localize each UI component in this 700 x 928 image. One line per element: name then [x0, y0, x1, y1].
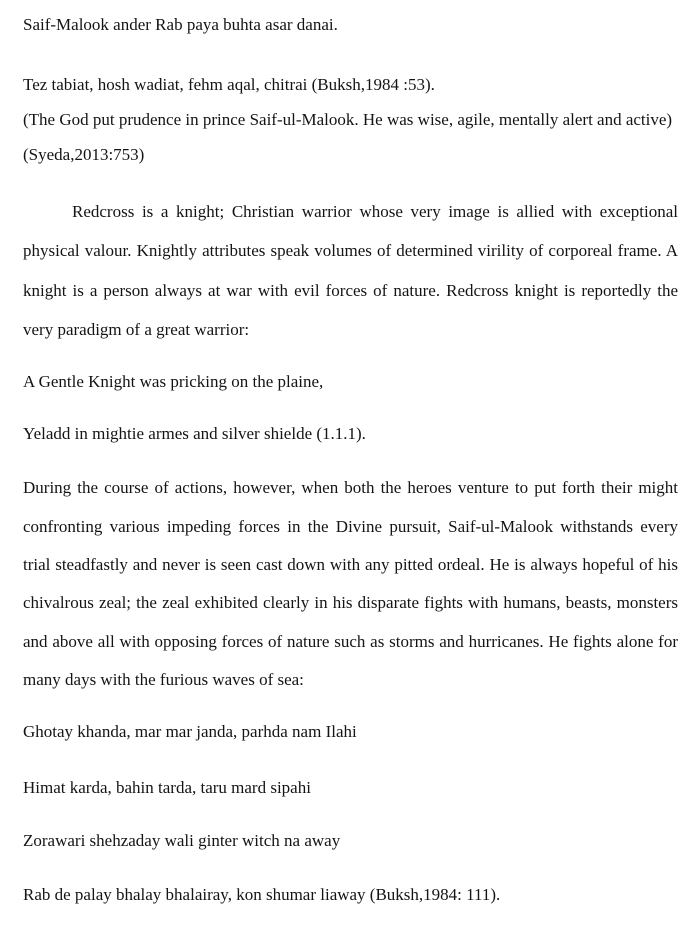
verse-line-tez-tabiat: Tez tabiat, hosh wadiat, fehm aqal, chitrai (Buksh,1984 :53). [23, 75, 435, 94]
verse-line-saif-malook: Saif-Malook ander Rab paya buhta asar danai. [23, 15, 338, 34]
quote-line-gentle-knight: A Gentle Knight was pricking on the plaine, [23, 372, 324, 392]
citation-syeda: (Syeda,2013:753) [23, 145, 145, 164]
quote-line-yeladd: Yeladd in mightie armes and silver shielde (1.1.1). [23, 424, 366, 444]
paragraph-redcross-knight: Redcross is a knight; Christian warrior whose very image is allied with exceptional physical valour. Knightly attributes speak volumes of determined virility of corporeal frame. A knight is a person always at war with evil forces of nature. Redcross knight is reportedly the very paradigm of a great warrior: [23, 202, 678, 339]
paragraph-during-course: During the course of actions, however, when both the heroes venture to put forth their might confronting various impeding forces in the Divine pursuit, Saif-ul-Malook withstands every trial steadfastly and never is seen cast down with any pitted ordeal. He is always hopeful of his chivalrous zeal; the zeal exhibited clearly in his disparate fights with humans, beasts, monsters and above all with opposing forces of nature such as storms and hurricanes. He fights alone for many days with the furious waves of sea: [23, 478, 678, 690]
verse-line-himat: Himat karda, bahin tarda, taru mard sipahi [23, 777, 311, 797]
verse-line-ghotay: Ghotay khanda, mar mar janda, parhda nam Ilahi [23, 721, 357, 741]
verse-line-zorawari: Zorawari shehzaday wali ginter witch na away [23, 830, 341, 850]
verse-line-rab-de-palay: Rab de palay bhalay bhalairay, kon shumar liaway (Buksh,1984: 111). [23, 884, 501, 904]
translation-line: (The God put prudence in prince Saif-ul-Malook. He was wise, agile, mentally alert and active) [23, 110, 673, 129]
